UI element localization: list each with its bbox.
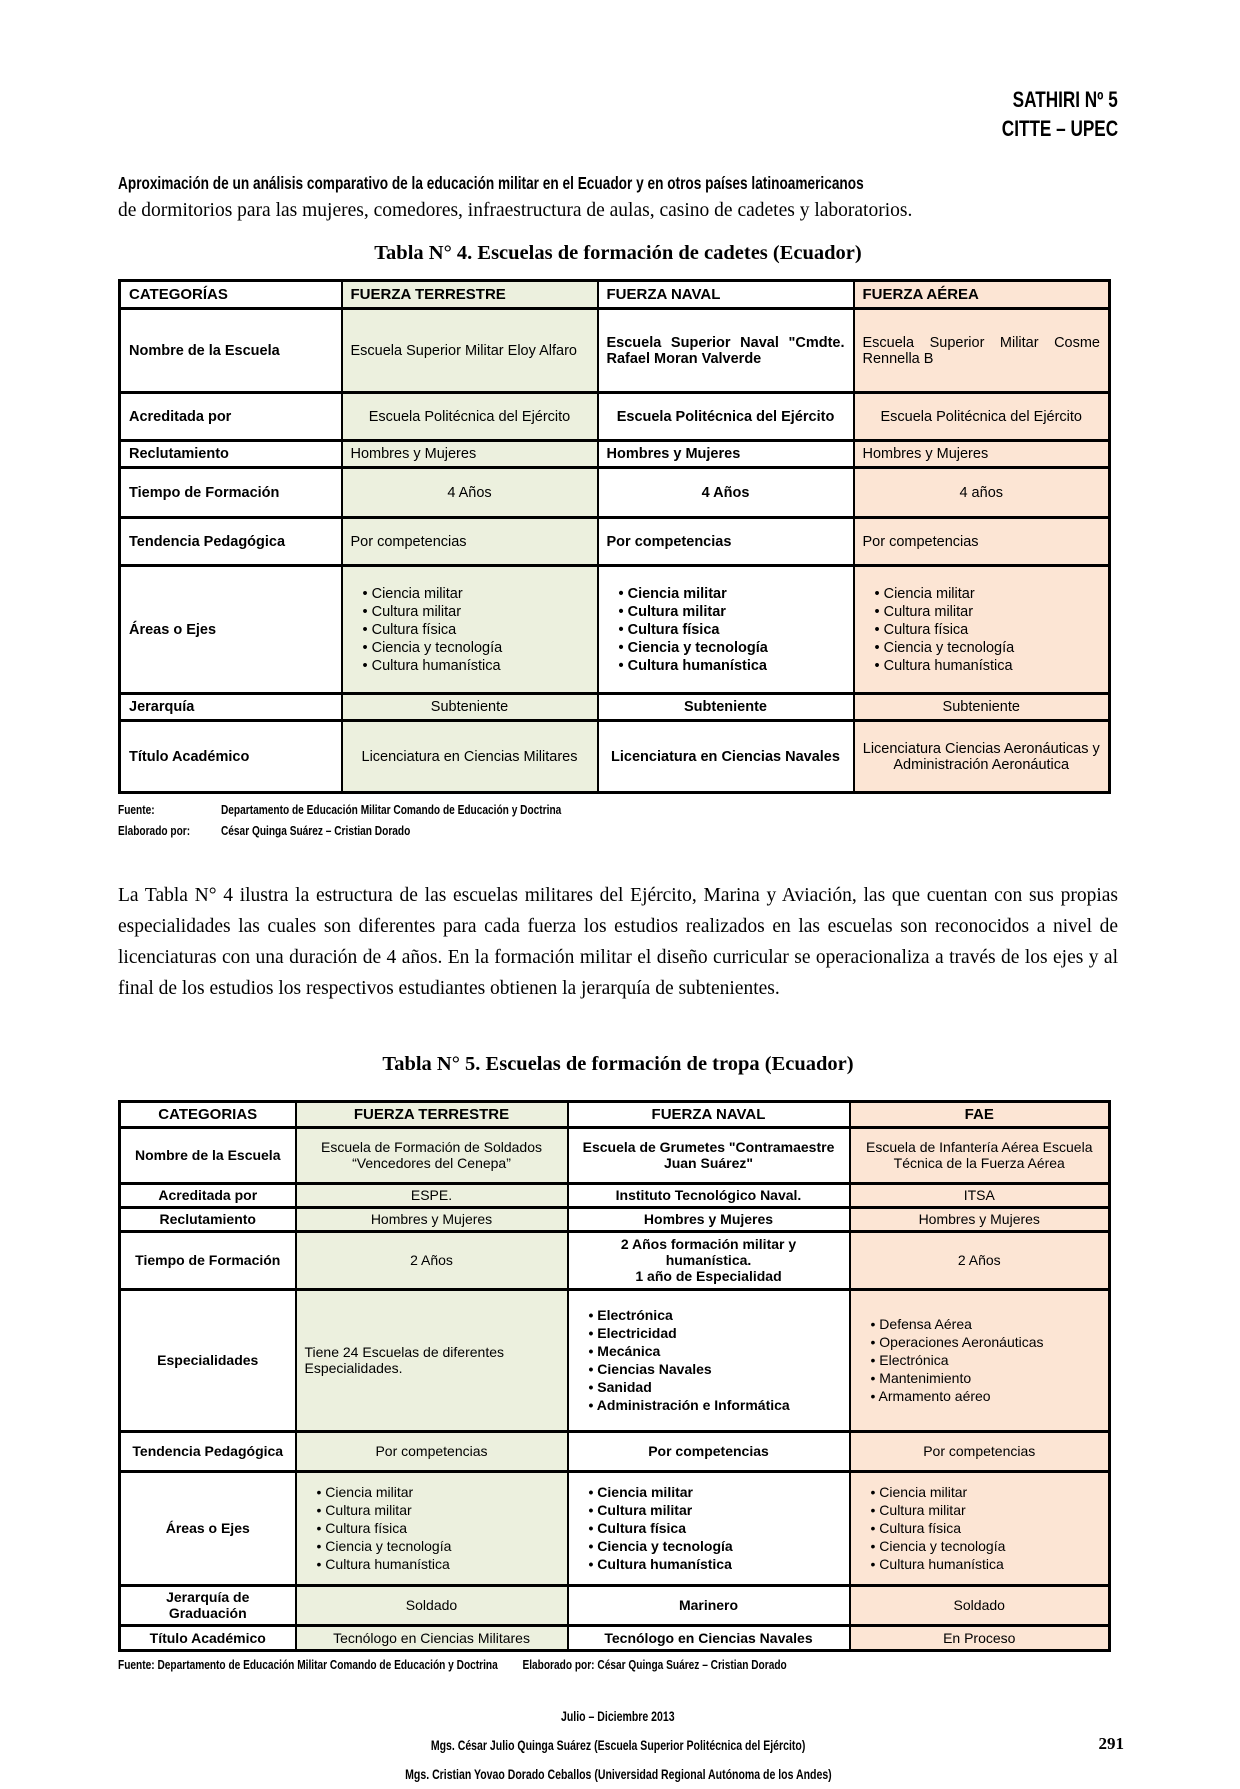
table-cell: ITSA bbox=[850, 1183, 1110, 1207]
table-cell: Soldado bbox=[296, 1585, 568, 1625]
column-header: FUERZA AÉREA bbox=[854, 281, 1110, 309]
bullet-item: • Ciencia y tecnología bbox=[589, 1537, 841, 1555]
table-row bbox=[120, 694, 1110, 721]
table-cell: Escuela Politécnica del Ejército bbox=[854, 393, 1110, 441]
table-body bbox=[120, 309, 1110, 793]
table-cell: Por competencias bbox=[850, 1431, 1110, 1471]
footer-period-text: Julio – Diciembre 2013 bbox=[561, 1708, 675, 1724]
elaborated-value: César Quinga Suárez – Cristian Dorado bbox=[220, 823, 411, 839]
bullet-item: • Electricidad bbox=[589, 1324, 841, 1342]
running-title bbox=[118, 173, 1118, 195]
row-label: Jerarquía bbox=[120, 694, 342, 721]
table-row bbox=[120, 1127, 1110, 1183]
table-cell: Subteniente bbox=[598, 694, 854, 721]
table-cell: Por competencias bbox=[598, 518, 854, 566]
bullet-item: • Ciencia militar bbox=[317, 1483, 559, 1501]
bullet-list bbox=[863, 585, 1101, 675]
source-value: Departamento de Educación Militar Comando de Educación y Doctrina bbox=[157, 1656, 498, 1672]
bullet-item: • Cultura militar bbox=[317, 1501, 559, 1519]
table-row bbox=[120, 1585, 1110, 1625]
bullet-item: • Sanidad bbox=[589, 1378, 841, 1396]
table-row bbox=[120, 309, 1110, 393]
bullet-item: • Cultura humanística bbox=[589, 1555, 841, 1573]
table-cell: 4 Años bbox=[598, 468, 854, 518]
bullet-list bbox=[859, 1483, 1101, 1573]
bullet-list bbox=[305, 1483, 559, 1573]
table4-title: Tabla N° 4. Escuelas de formación de cadetes (Ecuador) bbox=[374, 242, 862, 265]
journal-subtitle-text: CITTE – UPEC bbox=[1001, 115, 1118, 141]
table-row bbox=[120, 518, 1110, 566]
row-label: Acreditada por bbox=[120, 1183, 296, 1207]
table-row bbox=[120, 1431, 1110, 1471]
bullet-list bbox=[859, 1315, 1101, 1405]
header-row bbox=[120, 1101, 1110, 1127]
table-row bbox=[120, 468, 1110, 518]
footer-author1-text: Mgs. César Julio Quinga Suárez (Escuela Superior Politécnica del Ejército) bbox=[430, 1737, 806, 1753]
source-label: Fuente: bbox=[118, 1656, 155, 1672]
bullet-item: • Ciencia y tecnología bbox=[875, 639, 1101, 657]
row-label: Título Académico bbox=[120, 721, 342, 793]
bullet-item: • Cultura física bbox=[589, 1519, 841, 1537]
row-label: Tiempo de Formación bbox=[120, 468, 342, 518]
row-label: Título Académico bbox=[120, 1625, 296, 1650]
table-row bbox=[120, 566, 1110, 694]
bullet-list bbox=[577, 1483, 841, 1573]
elaborated-label: Elaborado por: bbox=[522, 1656, 595, 1672]
bullet-item: • Cultura física bbox=[317, 1519, 559, 1537]
bullet-item: • Cultura humanística bbox=[363, 657, 589, 675]
bullet-item: • Cultura física bbox=[619, 621, 845, 639]
column-header: CATEGORIAS bbox=[120, 1101, 296, 1127]
elaborated-label: Elaborado por: bbox=[118, 823, 191, 839]
bullet-item: • Electrónica bbox=[871, 1351, 1101, 1369]
bullet-list bbox=[351, 585, 589, 675]
table-row bbox=[120, 1183, 1110, 1207]
table-row bbox=[120, 1231, 1110, 1289]
table-cell: Escuela de Grumetes "Contramaestre Juan Suárez" bbox=[568, 1127, 850, 1183]
source-value: Departamento de Educación Militar Comando de Educación y Doctrina bbox=[220, 802, 562, 818]
journal-title bbox=[118, 86, 1118, 115]
table-body bbox=[120, 1127, 1110, 1650]
bullet-item: • Cultura física bbox=[871, 1519, 1101, 1537]
table-row bbox=[120, 441, 1110, 468]
column-header: CATEGORÍAS bbox=[120, 281, 342, 309]
bullet-list bbox=[607, 585, 845, 675]
bullet-item: • Cultura humanística bbox=[871, 1555, 1101, 1573]
table-cell: Tecnólogo en Ciencias Militares bbox=[296, 1625, 568, 1650]
table-cell: 2 Años bbox=[296, 1231, 568, 1289]
table4-cadet-schools bbox=[118, 279, 1111, 794]
page-number: 291 bbox=[1098, 1733, 1124, 1753]
row-label: Tendencia Pedagógica bbox=[120, 518, 342, 566]
row-label: Tiempo de Formación bbox=[120, 1231, 296, 1289]
footer-author-2 bbox=[118, 1760, 1118, 1789]
bullet-item: • Cultura militar bbox=[619, 603, 845, 621]
footer-author-1 bbox=[118, 1731, 1118, 1760]
table-cell: 4 Años bbox=[342, 468, 598, 518]
journal-title-text: SATHIRI Nº 5 bbox=[1012, 87, 1118, 112]
header-row bbox=[120, 281, 1110, 309]
table-cell bbox=[854, 566, 1110, 694]
column-header: FUERZA TERRESTRE bbox=[342, 281, 598, 309]
row-label: Nombre de la Escuela bbox=[120, 309, 342, 393]
bullet-item: • Ciencias Navales bbox=[589, 1360, 841, 1378]
table-cell: 2 Años bbox=[850, 1231, 1110, 1289]
table-header bbox=[120, 281, 1110, 309]
row-label: Jerarquía de Graduación bbox=[120, 1585, 296, 1625]
table-cell bbox=[342, 566, 598, 694]
column-header: FUERZA NAVAL bbox=[568, 1101, 850, 1127]
footer-period bbox=[118, 1702, 1118, 1731]
table-cell: ESPE. bbox=[296, 1183, 568, 1207]
table-cell: Escuela Superior Militar Eloy Alfaro bbox=[342, 309, 598, 393]
table-cell: Instituto Tecnológico Naval. bbox=[568, 1183, 850, 1207]
table-cell: 4 años bbox=[854, 468, 1110, 518]
row-label: Reclutamiento bbox=[120, 1207, 296, 1231]
row-label: Tendencia Pedagógica bbox=[120, 1431, 296, 1471]
bullet-item: • Ciencia y tecnología bbox=[363, 639, 589, 657]
table-cell: Tiene 24 Escuelas de diferentes Especialidades. bbox=[296, 1289, 568, 1431]
table-row bbox=[120, 1289, 1110, 1431]
bullet-item: • Ciencia militar bbox=[875, 585, 1101, 603]
bullet-item: • Ciencia militar bbox=[871, 1483, 1101, 1501]
bullet-item: • Cultura física bbox=[363, 621, 589, 639]
table-cell: Subteniente bbox=[854, 694, 1110, 721]
table-row bbox=[120, 721, 1110, 793]
table-header bbox=[120, 1101, 1110, 1127]
elaborated-value: César Quinga Suárez – Cristian Dorado bbox=[597, 1656, 787, 1672]
bullet-item: • Administración e Informática bbox=[589, 1396, 841, 1414]
bullet-list bbox=[577, 1306, 841, 1414]
table-cell bbox=[598, 566, 854, 694]
bullet-item: • Cultura física bbox=[875, 621, 1101, 639]
table-cell: Licenciatura en Ciencias Militares bbox=[342, 721, 598, 793]
table5-troop-schools bbox=[118, 1100, 1111, 1652]
table-cell bbox=[568, 1231, 850, 1289]
bullet-item: • Cultura militar bbox=[589, 1501, 841, 1519]
bullet-item: • Ciencia militar bbox=[589, 1483, 841, 1501]
table-cell: Licenciatura en Ciencias Navales bbox=[598, 721, 854, 793]
journal-subtitle bbox=[118, 115, 1118, 144]
table-row bbox=[120, 1207, 1110, 1231]
cell-line: 1 año de Especialidad bbox=[635, 1268, 782, 1285]
running-title-text: Aproximación de un análisis comparativo de la educación militar en el Ecuador y en otros países latinoamericanos bbox=[118, 173, 864, 194]
table-cell: Escuela Politécnica del Ejército bbox=[598, 393, 854, 441]
bullet-item: • Cultura humanística bbox=[875, 657, 1101, 675]
bullet-item: • Cultura militar bbox=[871, 1501, 1101, 1519]
column-header: FUERZA TERRESTRE bbox=[296, 1101, 568, 1127]
table-cell bbox=[568, 1289, 850, 1431]
bullet-item: • Operaciones Aeronáuticas bbox=[871, 1333, 1101, 1351]
table5-source-line bbox=[118, 1657, 1118, 1672]
table-cell: Subteniente bbox=[342, 694, 598, 721]
table-cell: Licenciatura Ciencias Aeronáuticas y Administración Aeronáutica bbox=[854, 721, 1110, 793]
table-row bbox=[120, 1625, 1110, 1650]
row-label: Especialidades bbox=[120, 1289, 296, 1431]
bullet-item: • Cultura militar bbox=[363, 603, 589, 621]
row-label: Reclutamiento bbox=[120, 441, 342, 468]
row-label: Áreas o Ejes bbox=[120, 1471, 296, 1585]
table-cell: Hombres y Mujeres bbox=[342, 441, 598, 468]
intro-paragraph: de dormitorios para las mujeres, comedores, infraestructura de aulas, casino de cadetes y laboratorios. bbox=[118, 200, 913, 222]
table-cell: Por competencias bbox=[568, 1431, 850, 1471]
bullet-item: • Mantenimiento bbox=[871, 1369, 1101, 1387]
table-cell: Escuela de Formación de Soldados “Vencedores del Cenepa” bbox=[296, 1127, 568, 1183]
bullet-item: • Ciencia y tecnología bbox=[317, 1537, 559, 1555]
table-cell: Escuela Politécnica del Ejército bbox=[342, 393, 598, 441]
column-header: FAE bbox=[850, 1101, 1110, 1127]
table-cell: En Proceso bbox=[850, 1625, 1110, 1650]
cell-line: 2 Años formación militar y humanística. bbox=[620, 1236, 797, 1269]
table-cell: Por competencias bbox=[854, 518, 1110, 566]
table-cell: Hombres y Mujeres bbox=[296, 1207, 568, 1231]
bullet-item: • Cultura humanística bbox=[317, 1555, 559, 1573]
bullet-item: • Ciencia y tecnología bbox=[619, 639, 845, 657]
row-label: Acreditada por bbox=[120, 393, 342, 441]
bullet-item: • Ciencia militar bbox=[619, 585, 845, 603]
table-cell: Tecnólogo en Ciencias Navales bbox=[568, 1625, 850, 1650]
page-footer bbox=[118, 1702, 1124, 1789]
table4-source-block bbox=[118, 800, 1118, 842]
table-cell: Por competencias bbox=[296, 1431, 568, 1471]
table-cell bbox=[850, 1289, 1110, 1431]
bullet-item: • Armamento aéreo bbox=[871, 1387, 1101, 1405]
bullet-item: • Cultura humanística bbox=[619, 657, 845, 675]
table-cell: Escuela Superior Militar Cosme Rennella B bbox=[854, 309, 1110, 393]
table-cell: Escuela de Infantería Aérea Escuela Técnica de la Fuerza Aérea bbox=[850, 1127, 1110, 1183]
table-cell: Marinero bbox=[568, 1585, 850, 1625]
table-cell: Hombres y Mujeres bbox=[568, 1207, 850, 1231]
footer-author2-text: Mgs. Cristian Yovao Dorado Ceballos (Universidad Regional Autónoma de los Andes) bbox=[404, 1766, 832, 1782]
table-cell: Hombres y Mujeres bbox=[854, 441, 1110, 468]
bullet-item: • Ciencia militar bbox=[363, 585, 589, 603]
table-cell: Hombres y Mujeres bbox=[850, 1207, 1110, 1231]
bullet-item: • Cultura militar bbox=[875, 603, 1101, 621]
table-row bbox=[120, 393, 1110, 441]
bullet-item: • Defensa Aérea bbox=[871, 1315, 1101, 1333]
table-cell bbox=[850, 1471, 1110, 1585]
table5-title: Tabla N° 5. Escuelas de formación de tropa (Ecuador) bbox=[382, 1052, 854, 1075]
table-cell: Hombres y Mujeres bbox=[598, 441, 854, 468]
bullet-item: • Mecánica bbox=[589, 1342, 841, 1360]
table-cell: Por competencias bbox=[342, 518, 598, 566]
source-label: Fuente: bbox=[118, 802, 155, 818]
source-row bbox=[118, 800, 1118, 821]
analysis-paragraph: La Tabla N° 4 ilustra la estructura de las escuelas militares del Ejército, Marina y Aviación, las que cuentan con sus propias especialidades las cuales son diferentes para cada fuerza los estudios realizados en las escuelas son reconocidos a nivel de licenciaturas con una duración de 4 años. En la formación militar el diseño curricular se operacionaliza a través de los ejes y al final de los estudios los respectivos estudiantes obtienen la jerarquía de subtenientes. bbox=[118, 884, 1118, 1000]
table-cell: Escuela Superior Naval "Cmdte. Rafael Moran Valverde bbox=[598, 309, 854, 393]
row-label: Nombre de la Escuela bbox=[120, 1127, 296, 1183]
table-cell: Soldado bbox=[850, 1585, 1110, 1625]
elaborated-row bbox=[118, 821, 1118, 842]
journal-masthead bbox=[118, 86, 1118, 143]
bullet-item: • Ciencia y tecnología bbox=[871, 1537, 1101, 1555]
table-cell bbox=[568, 1471, 850, 1585]
bullet-item: • Electrónica bbox=[589, 1306, 841, 1324]
table-row bbox=[120, 1471, 1110, 1585]
column-header: FUERZA NAVAL bbox=[598, 281, 854, 309]
row-label: Áreas o Ejes bbox=[120, 566, 342, 694]
table-cell bbox=[296, 1471, 568, 1585]
